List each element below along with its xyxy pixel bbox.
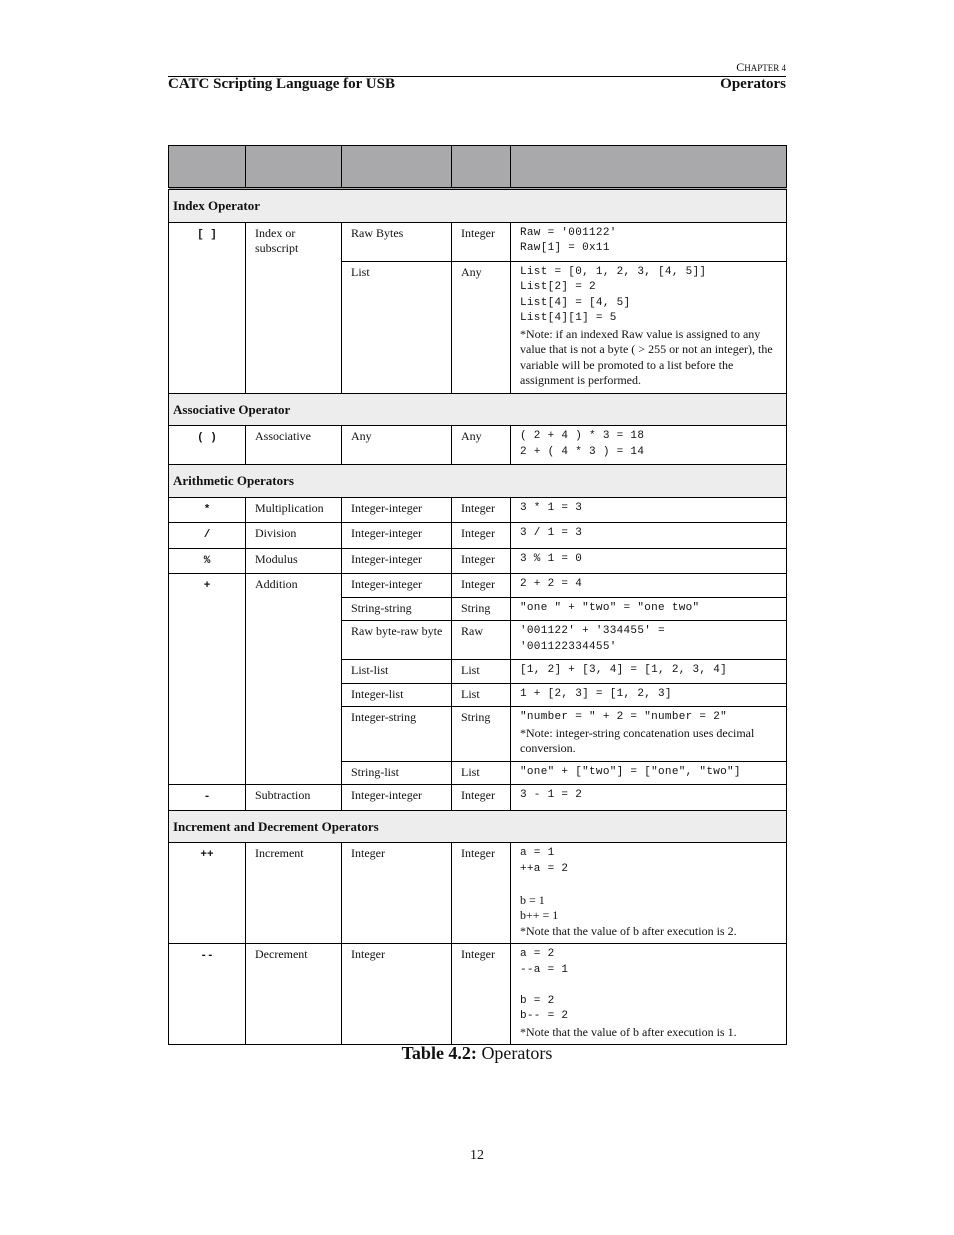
operator-symbol: * <box>203 503 211 516</box>
note-text: *Note that the value of b after execution is 2. <box>520 923 737 938</box>
example-text: "one " + "two" = "one two" <box>520 601 700 614</box>
operators-table <box>168 145 787 1045</box>
example-cell: '001122' + '334455' = '001122334455' <box>511 621 787 660</box>
note-text: *Note that the value of b after execution is 1. <box>520 1024 737 1039</box>
operator-description: Subtraction <box>246 785 342 811</box>
table-row <box>169 843 787 944</box>
operator-symbol: -- <box>200 950 214 962</box>
note-text: *Note: if an indexed Raw value is assigned to any value that is not a byte ( > 255 or not an integer), the variable will be promoted to a list before the assignment is performed. <box>520 326 773 387</box>
table-row <box>169 944 787 1045</box>
operator-description: Multiplication <box>246 497 342 523</box>
operand-type: Any <box>342 426 452 465</box>
result-type: List <box>452 683 511 707</box>
table-row <box>169 497 787 523</box>
operand-type: List <box>342 261 452 393</box>
example-text: 3 * 1 = 3 <box>520 501 583 514</box>
example-text: "one" + ["two"] = ["one", "two"] <box>520 765 741 778</box>
result-type: Integer <box>452 497 511 523</box>
operator-description: Modulus <box>246 548 342 574</box>
operator-symbol: - <box>203 791 211 803</box>
operand-type: Integer-integer <box>342 497 452 523</box>
operand-type: Raw Bytes <box>342 222 452 261</box>
result-type: Integer <box>452 785 511 811</box>
example-text: 3 % 1 = 0 <box>520 552 583 565</box>
result-type: Integer <box>452 574 511 598</box>
result-type: Integer <box>452 523 511 549</box>
document-title: CATC Scripting Language for USB <box>168 76 395 92</box>
result-type: Integer <box>452 548 511 574</box>
operand-type: Integer-integer <box>342 785 452 811</box>
operand-type: Integer-integer <box>342 574 452 598</box>
example-cell: "number = " + 2 = "number = 2" *Note: integer-string concatenation uses decimal conversion. <box>511 707 787 762</box>
example-text: [1, 2] + [3, 4] = [1, 2, 3, 4] <box>520 664 728 676</box>
chapter-label: CHAPTER 4 <box>736 60 786 74</box>
result-type: Integer <box>452 843 511 944</box>
operator-symbol: ( ) <box>197 432 217 444</box>
operator-symbol: [ ] <box>197 228 217 241</box>
result-type: List <box>452 660 511 684</box>
operand-type: Integer <box>342 843 452 944</box>
table-row <box>169 574 787 598</box>
table-caption: Table 4.2: Operators <box>401 1043 553 1063</box>
example-cell: a = 1 ++a = 2 b = 1 b++ = 1 *Note that the value of b after execution is 2. <box>511 843 787 944</box>
section-increment-decrement: Increment and Decrement Operators <box>169 810 787 843</box>
operator-description: Addition <box>246 574 342 785</box>
operand-type: Integer-integer <box>342 548 452 574</box>
operator-symbol: ++ <box>200 849 214 861</box>
operator-description: Associative <box>246 426 342 465</box>
result-type: Raw <box>452 621 511 660</box>
operator-description: Index or subscript <box>246 222 342 393</box>
operator-symbol: + <box>203 580 211 592</box>
note-text: *Note: integer-string concatenation uses decimal conversion. <box>520 725 755 755</box>
result-type: Integer <box>452 222 511 261</box>
operator-description: Decrement <box>246 944 342 1045</box>
section-arithmetic-operators: Arithmetic Operators <box>169 465 787 498</box>
page-number: 12 <box>470 1148 484 1163</box>
operand-type: Integer <box>342 944 452 1045</box>
operator-symbol: / <box>203 529 211 541</box>
example-cell: Raw = '001122' Raw[1] = 0x11 <box>511 222 787 261</box>
section-title: Operators <box>720 76 786 92</box>
operator-description: Increment <box>246 843 342 944</box>
example-text: 3 / 1 = 3 <box>520 527 583 539</box>
operand-type: Integer-string <box>342 707 452 762</box>
operand-type: String-string <box>342 597 452 621</box>
example-cell: List = [0, 1, 2, 3, [4, 5]] List[2] = 2 List[4] = [4, 5] List[4][1] = 5 *Note: if an indexed Raw value is assigned to any value that is not a byte ( > 255 or not an integer), the variable will be promoted to a list before the assignment is performed. <box>511 261 787 393</box>
operand-type: Integer-integer <box>342 523 452 549</box>
example-text: 1 + [2, 3] = [1, 2, 3] <box>520 687 672 700</box>
example-text: 3 - 1 = 2 <box>520 789 583 801</box>
result-type: String <box>452 707 511 762</box>
table-row <box>169 426 787 465</box>
section-index-operator: Index Operator <box>169 189 787 223</box>
example-cell: ( 2 + 4 ) * 3 = 18 2 + ( 4 * 3 ) = 14 <box>511 426 787 465</box>
table-row <box>169 548 787 574</box>
operand-type: String-list <box>342 761 452 785</box>
table-row <box>169 523 787 549</box>
table-row <box>169 785 787 811</box>
result-type: String <box>452 597 511 621</box>
operand-type: Integer-list <box>342 683 452 707</box>
table-row <box>169 222 787 261</box>
example-cell: a = 2 --a = 1 b = 2 b-- = 2 *Note that the value of b after execution is 1. <box>511 944 787 1045</box>
operator-symbol: % <box>203 554 211 567</box>
operator-description: Division <box>246 523 342 549</box>
example-text: 2 + 2 = 4 <box>520 578 583 590</box>
operand-type: Raw byte-raw byte <box>342 621 452 660</box>
result-type: List <box>452 761 511 785</box>
result-type: Integer <box>452 944 511 1045</box>
section-associative-operator: Associative Operator <box>169 393 787 426</box>
operand-type: List-list <box>342 660 452 684</box>
result-type: Any <box>452 261 511 393</box>
result-type: Any <box>452 426 511 465</box>
table-header-row <box>169 146 787 189</box>
